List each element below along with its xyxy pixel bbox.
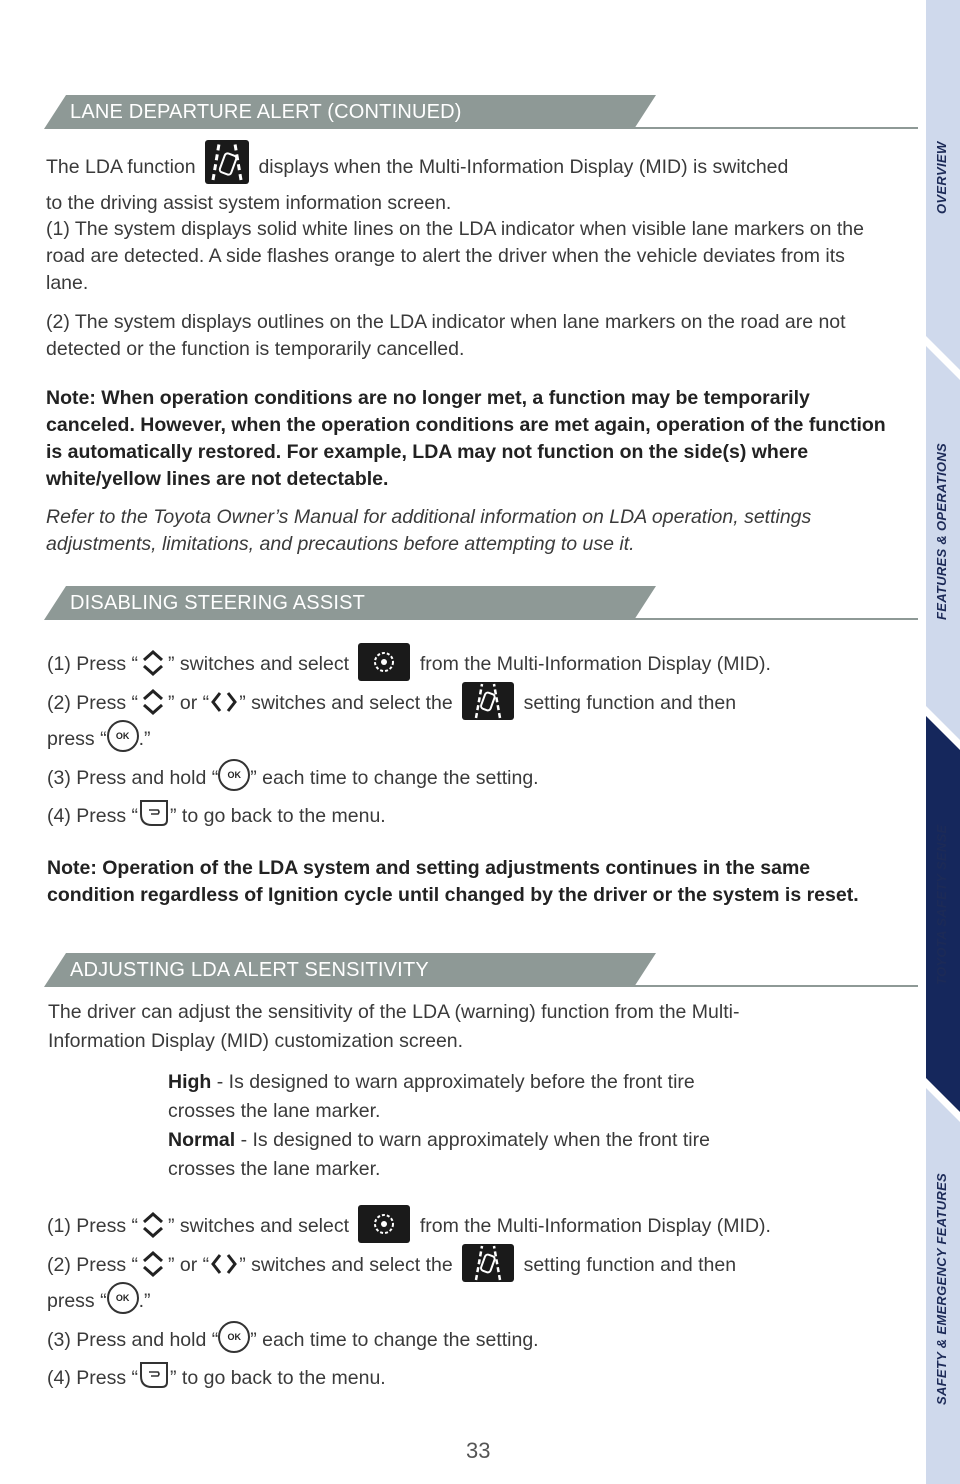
high-term: High	[168, 1071, 212, 1093]
disable-step-1	[47, 646, 771, 684]
step-text: .”	[138, 728, 151, 751]
step-text: setting function and then	[523, 692, 737, 715]
step-text: ” switches and select the	[239, 1254, 453, 1277]
lda-setting-icon	[462, 1244, 514, 1282]
step-text: (4) Press “	[47, 1367, 139, 1390]
step-text: ” to go back to the menu.	[170, 805, 386, 828]
up-down-arrows-icon	[138, 1250, 168, 1278]
step-text: ” or “	[168, 692, 210, 715]
lda-outlines-paragraph: (2) The system displays outlines on the LDA indicator when lane markers on the road are not detected or the function is temporarily cancelled.	[46, 311, 846, 360]
step-text: (2) Press “	[47, 692, 139, 715]
section-title: ADJUSTING LDA ALERT SENSITIVITY	[70, 959, 429, 981]
sensitivity-step-2	[47, 1247, 736, 1285]
back-button-icon	[138, 798, 170, 828]
step-text: press “	[47, 728, 107, 751]
sensitivity-intro: The driver can adjust the sensitivity of the LDA (warning) function from the Multi-Information Display (MID) customization screen.	[48, 1001, 740, 1052]
lda-setting-icon	[462, 682, 514, 720]
banner-rule	[634, 985, 918, 987]
page-number: 33	[466, 1438, 491, 1463]
sensitivity-step-4	[47, 1364, 386, 1394]
step-text: press “	[47, 1290, 107, 1313]
up-down-arrows-icon	[138, 688, 168, 716]
step-text: (4) Press “	[47, 805, 139, 828]
tab-toyota-safety-sense[interactable]: TOYOTA SAFETY SENSE	[934, 824, 949, 985]
left-right-arrows-icon	[209, 1250, 239, 1278]
lda-intro-text-c: to the driving assist system information screen.	[46, 192, 452, 214]
high-description: - Is designed to warn approximately before the front tire crosses the lane marker.	[168, 1071, 695, 1122]
step-text: ” or “	[168, 1254, 210, 1277]
ok-button-icon: OK	[218, 1321, 250, 1353]
disable-step-2	[47, 685, 736, 723]
sensitivity-step-1	[47, 1208, 771, 1246]
sensitivity-normal	[168, 1126, 758, 1184]
step-text: (2) Press “	[47, 1254, 139, 1277]
settings-gear-icon	[358, 643, 410, 681]
step-text: from the Multi-Information Display (MID).	[419, 1215, 771, 1238]
normal-description: - Is designed to warn approximately when the front tire crosses the lane marker.	[168, 1129, 710, 1180]
sensitivity-high	[168, 1068, 758, 1126]
step-text: setting function and then	[523, 1254, 737, 1277]
step-text: ” each time to change the setting.	[250, 1329, 539, 1352]
disable-step-4	[47, 802, 386, 832]
side-nav-tabs	[926, 0, 960, 1484]
sensitivity-step-2-cont	[47, 1286, 151, 1318]
lda-refer-note: Refer to the Toyota Owner’s Manual for additional information on LDA operation, settings adjustments, limitations, and precautions before attempting to use it.	[46, 506, 812, 555]
up-down-arrows-icon	[138, 649, 168, 677]
step-text: (1) Press “	[47, 1215, 139, 1238]
step-text: from the Multi-Information Display (MID).	[419, 653, 771, 676]
tab-safety-emergency-features[interactable]: SAFETY & EMERGENCY FEATURES	[934, 1172, 949, 1405]
tab-overview[interactable]: OVERVIEW	[934, 141, 949, 214]
disable-step-2-cont	[47, 724, 151, 756]
step-text: (3) Press and hold “	[47, 767, 219, 790]
step-text: (3) Press and hold “	[47, 1329, 219, 1352]
disable-step-3	[47, 763, 539, 795]
step-text: ” switches and select	[168, 1215, 350, 1238]
ok-button-icon: OK	[107, 1282, 139, 1314]
sensitivity-step-3	[47, 1325, 539, 1357]
step-text: ” each time to change the setting.	[250, 767, 539, 790]
step-text: (1) Press “	[47, 653, 139, 676]
lda-solid-lines-paragraph: (1) The system displays solid white lines on the LDA indicator when visible lane markers on the road are detected. A side flashes orange to alert the driver when the vehicle deviates from its lane.	[46, 218, 864, 294]
lda-note: Note: When operation conditions are no longer met, a function may be temporarily canceled. However, when the operation conditions are met again, operation of the function is automatically restored. For example, LDA may not function on the side(s) where white/yellow lines are not detectable.	[46, 387, 886, 490]
lda-intro-text-a: The LDA function	[46, 156, 196, 179]
disable-note: Note: Operation of the LDA system and setting adjustments continues in the same condition regardless of Ignition cycle until changed by the driver or the system is reset.	[47, 857, 859, 906]
step-text: ” switches and select	[168, 653, 350, 676]
tab-features-operations[interactable]: FEATURES & OPERATIONS	[934, 443, 949, 620]
left-right-arrows-icon	[209, 688, 239, 716]
ok-button-icon: OK	[107, 720, 139, 752]
section-title: DISABLING STEERING ASSIST	[70, 592, 366, 614]
section-title: LANE DEPARTURE ALERT (CONTINUED)	[70, 101, 462, 123]
step-text: ” switches and select the	[239, 692, 453, 715]
ok-button-icon: OK	[218, 759, 250, 791]
up-down-arrows-icon	[138, 1211, 168, 1239]
lda-intro-paragraph	[46, 146, 886, 217]
banner-rule	[634, 618, 918, 620]
lda-intro-text-b: displays when the Multi-Information Display (MID) is switched	[258, 156, 789, 179]
normal-term: Normal	[168, 1129, 236, 1151]
lda-function-icon	[205, 140, 249, 184]
banner-rule	[634, 127, 918, 129]
settings-gear-icon	[358, 1205, 410, 1243]
back-button-icon	[138, 1360, 170, 1390]
step-text: ” to go back to the menu.	[170, 1367, 386, 1390]
step-text: .”	[138, 1290, 151, 1313]
